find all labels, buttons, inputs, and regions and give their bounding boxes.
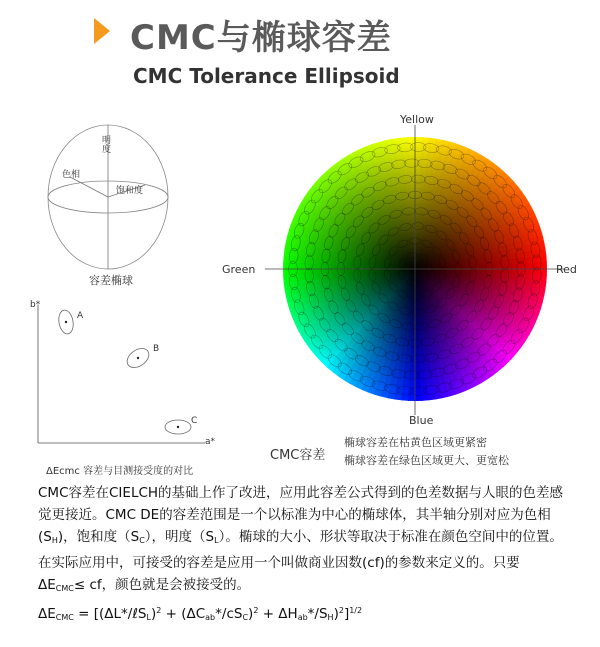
page-subtitle: CMC Tolerance Ellipsoid: [133, 64, 400, 88]
cmc-color-wheel: [260, 125, 570, 425]
paragraph-2: 在实际应用中，可接受的容差是应用一个叫做商业因数(cf)的参数来定义的。只要: [38, 555, 520, 571]
tolerance-scatter-diagram: [30, 295, 220, 455]
b-axis-label: b*: [30, 300, 41, 310]
chroma-label: 饱和度: [116, 186, 144, 196]
point-b-label: B: [153, 344, 160, 354]
cmc-caption-line1: 椭球容差在枯黄色区域更紧密: [344, 436, 487, 449]
wheel-label-green: Green: [222, 263, 256, 276]
description-text: [38, 482, 568, 629]
page-title: CMC与椭球容差: [130, 18, 392, 58]
formula: $\Delta E_{CMC}$ = [(ΔL*/ℓS$_L$)$^2$ + $(\Delta C_{ab}*/cS_C)^2 + \Delta H_{ab}*/S_H)^2]^{1/2}$: [38, 606, 363, 622]
point-a-label: A: [77, 311, 84, 321]
ellipsoid-caption: 容差椭球: [89, 274, 133, 287]
hue-label: 色相: [62, 170, 81, 180]
wheel-label-blue: Blue: [409, 414, 434, 427]
paragraph-1: CMC容差在CIELCH的基础上作了改进，应用此容差公式得到的色差数据与人眼的色差感觉更接近。CMC DE的容差范围是一个以标准为中心的椭球体，其半轴分别对应为色相$(S_H)$，饱和度$(S_C)$，明度$(S_L)$。椭球的大小、形状等取决于标准在颜色空间中的位置。: [38, 485, 564, 545]
a-axis-label: a*: [205, 437, 216, 447]
scatter-caption: ΔEcmc 容差与目测接受度的对比: [46, 466, 194, 477]
cmc-caption-title: CMC容差: [270, 448, 326, 463]
cmc-caption-line2: 椭球容差在绿色区域更大、更宽松: [344, 454, 509, 467]
wheel-label-red: Red: [556, 263, 577, 276]
title-arrow-icon: [94, 18, 110, 44]
lightness-label: 明度: [100, 135, 110, 153]
wheel-label-yellow: Yellow: [400, 113, 434, 126]
point-c-label: C: [191, 416, 198, 426]
paragraph-3: $\Delta E_{CMC}\le$ cf，颜色就是会被接受的。: [38, 577, 251, 593]
